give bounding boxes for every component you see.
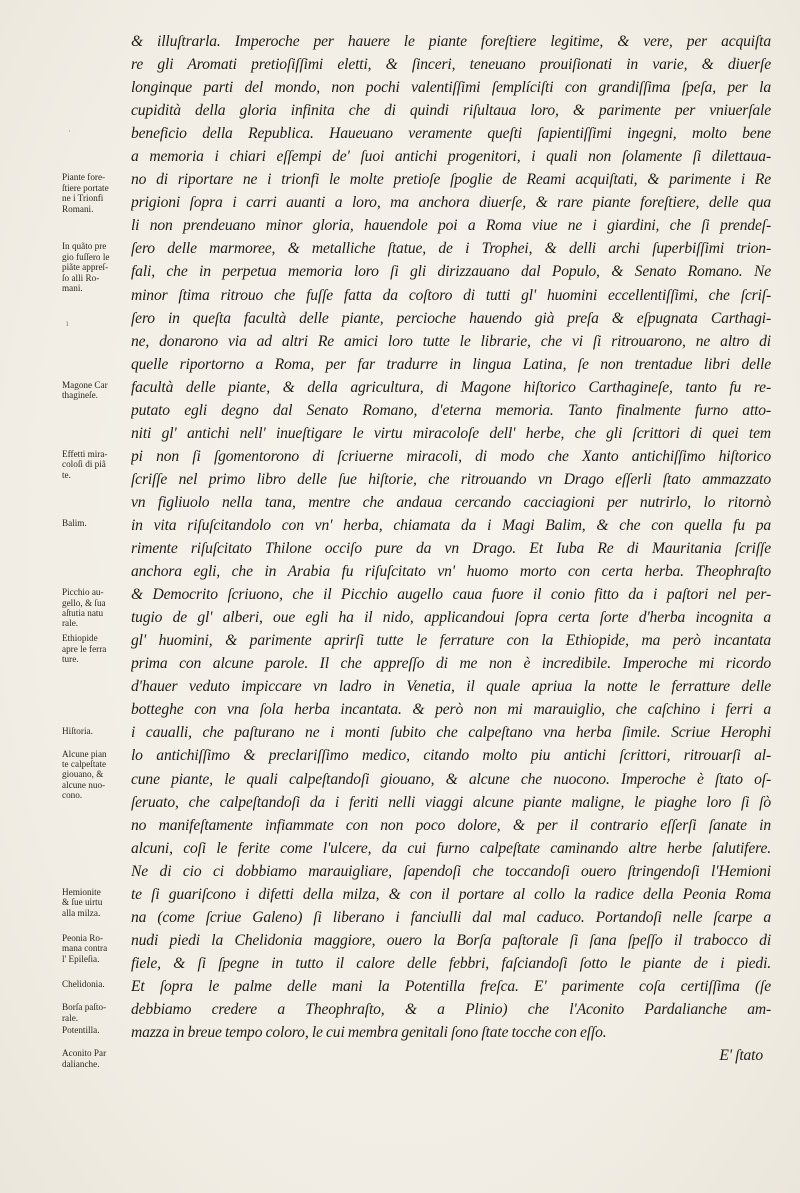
text-line: Ne di cio ci dobbiamo marauigliare, ſapendoſi che toccandoſi ouero ſtringendoſi l'Hemioni [131,862,771,880]
margin-note: Borſa paſto- rale. [62,1002,107,1023]
text-line: li non prendeuano minor gloria, hauendole poi a Roma viue ne i giardini, che ſi prendeſ- [131,217,771,235]
margin-note: Alcune pian te calpeſtate giouano, & alcune nuo- cono. [62,748,107,801]
text-line: quelle riportorno a Roma, per far tradurre in lingua Latina, ſe non trentadue libri delle [131,355,771,373]
margin-note: Potentilla. [62,1025,100,1036]
text-line: a memoria i chiari eſſempi de' ſuoi antichi progenitori, i quali non ſolamente ſi dilettaua- [131,148,771,166]
text-line: vn figliuolo nella tana, mentre che andaua cercando cacciagioni per nutrirlo, lo ritornò [131,493,771,511]
text-line: pi non ſi ſgomentorono di ſcriuerne miracoli, di modo che Xanto antichiſſimo hiſtorico [131,447,771,465]
text-line: botteghe con vna ſola herba incantata. & però non mi marauiglio, che caſchino i ferri a [131,701,771,719]
text-line: ſero in queſta facultà delle piante, percioche hauendo già preſa & eſpugnata Carthagi- [131,309,771,327]
margin-note: Picchio au- gello, & ſua aſtutia natu rale. [62,587,106,629]
ink-mark: ı [66,318,69,328]
margin-note: Chelidonia. [62,979,105,990]
body-text [131,30,771,1067]
margin-note: Hiſtoria. [62,725,93,736]
text-line: mazza in breue tempo coloro, le cui membra genitali ſono ſtate tocche con eſſo. [131,1024,607,1042]
margin-note: Effetti mira- coloſi di piã te. [62,448,108,480]
margin-note: Magone Car thagineſe. [62,379,108,401]
text-line: Et ſopra le palme delle mani la Potentilla freſca. E' parimente coſa certiſſima (ſe [131,977,771,995]
text-line: te ſi guariſcono i difetti della milza, & con il portare al collo la radice della Peonia Roma [131,885,771,903]
text-line: cupidità della gloria infinita che di quindi riſultaua loro, & parimente per vniuerſale [131,102,771,120]
text-line: na (come ſcriue Galeno) ſi liberano i fanciulli dal mal caduco. Portandoſi nelle ſcarpe a [131,908,771,926]
text-line: ſeruato, che calpeſtandoſi da i feriti nelli viaggi alcune piante maligne, le piaghe loro ſi ſò [131,793,771,811]
text-line: i caualli, che paſturano ne i monti ſubito che calpeſtano vna herba ſimile. Scriue Herophi [131,724,771,742]
text-line: putato egli degno dal Senato Romano, d'eterna memoria. Tanto finalmente furno atto- [131,401,771,419]
text-line: no manifeſtamente infiammate con non poco dolore, & per il contrario eſſerſi ſanate in [131,816,771,834]
text-line: ne, donarono via ad altri Re amici loro tutte le librarie, che vi ſi ritrouarono, ne altro di [131,332,771,350]
text-line: tugio de gl' alberi, oue egli ha il nido, applicandoui ſopra certa ſorte d'herba incognita a [131,609,771,627]
margin-note: Peonia Ro- mana contra l' Epileſia. [62,932,108,964]
text-line: & Democrito ſcriuono, che il Picchio augello caua fuore il conio fitto da i paſtori nel per- [131,586,771,604]
margin-note: Ethiopide apre le ferra ture. [62,633,107,665]
text-line: re gli Aromati pretioſiſſimi eletti, & ſinceri, teneuano prouiſionati in varie, & diuerſe [131,56,771,74]
margin-note: Aconito Par dalianche. [62,1048,107,1069]
text-line: ſcriſſe nel primo libro delle ſue hiſtorie, che ritrouando vn Drago eſſerli ſtato ammazzato [131,470,771,488]
text-line: & illuſtrarla. Imperoche per hauere le piante foreſtiere legitime, & vere, per acquiſta [131,33,771,50]
text-line: fali, che in perpetua memoria loro ſi gli dirizzauano dal Populo, & Senato Romano. Ne [131,263,771,281]
margin-note: In quãto pre gio fuſſero le piãte appreſ- ſo alli Ro- mani. [62,241,110,294]
text-line: no di riportare ne i trionfi le molte pretioſe ſpoglie de Reami acquiſtati, & parimente i Re [131,171,771,189]
text-line: E' ſtato [719,1047,763,1065]
text-line: ſero delle marmoree, & metalliche ſtatue, de i Trophei, & delli archi ſuperbiſſimi trion- [131,240,771,258]
text-line: d'hauer veduto impiccare vn ladro in Venetia, il quale apriua la notte le ferratture delle [131,678,771,696]
text-line: beneficio della Republica. Haueuano veramente queſti ſapientiſſimi ingegni, molto bene [131,125,771,143]
text-line: minor ſtima ritrouo che fuſſe fatta da coſtoro di tutti gl' huomini eccellentiſſimi, che ſcriſ- [131,286,771,304]
text-line: facultà delle piante, & della agricultura, di Magone hiſtorico Carthagineſe, tanto fu re- [131,378,771,396]
text-line: fiele, & ſi ſpegne in tutto il calore delle febbri, faſciandoſi ſotto le piante de i piedi. [131,954,771,972]
text-line: alcuni, coſi le ferite come l'ulcere, da cui furno calpeſtate caminando altre herbe ſalutifere. [131,839,771,857]
text-line: in vita riſuſcitandolo con vn' herba, chiamata da i Magi Balim, & che con quella fu pa [131,516,771,534]
text-line: rimente riſuſcitato Thilone occiſo pure da vn Drago. Et Iuba Re di Mauritania ſcriſſe [131,540,771,558]
margin-note: Balim. [62,518,87,529]
text-line: niti gl' antichi nell' inueſtigare le virtu miracoloſe dell' herbe, che gli ſcrittori di quei tem [131,424,771,442]
text-line: cune piante, le quali calpeſtandoſi giouano, & alcune che nuocono. Imperoche è ſtato oſ- [131,770,771,788]
text-line: prima con alcune parole. Il che appreſſo di me non è incredibile. Imperoche mi ricordo [131,655,771,673]
margin-note: Hemionite & ſue uirtu alla milza. [62,886,103,918]
text-line: anchora egli, che in Arabia fu riſuſcitato vn' huomo morto con certa herba. Theophraſto [131,563,771,581]
text-line: lo antichiſſimo & preclariſſimo medico, citando molto piu antichi ſcrittori, ritrouarſi al- [131,747,771,765]
text-line: gl' huomini, & parimente aprirſi tutte le ferrature con la Ethiopide, ma però incantata [131,632,771,650]
text-line: longinque parti del mondo, non pochi valentiſſimi ſemplíciſti con grandiſſima ſpeſa, per la [131,79,771,97]
text-line: nudi piedi la Chelidonia maggiore, ouero la Borſa paſtorale ſi ſana ſpeſſo il trabocco di [131,931,771,949]
text-line: debbiamo credere a Theophraſto, & a Plinio) che l'Aconito Pardalianche am- [131,1000,771,1018]
text-line: prigioni ſopra i carri auanti a loro, ma anchora diuerſe, & rare piante foreſtiere, delle qua [131,194,771,212]
ink-mark: · [68,126,71,136]
margin-note: Piante fore- ſtiere portate ne i Trionfi Romani. [62,172,109,214]
